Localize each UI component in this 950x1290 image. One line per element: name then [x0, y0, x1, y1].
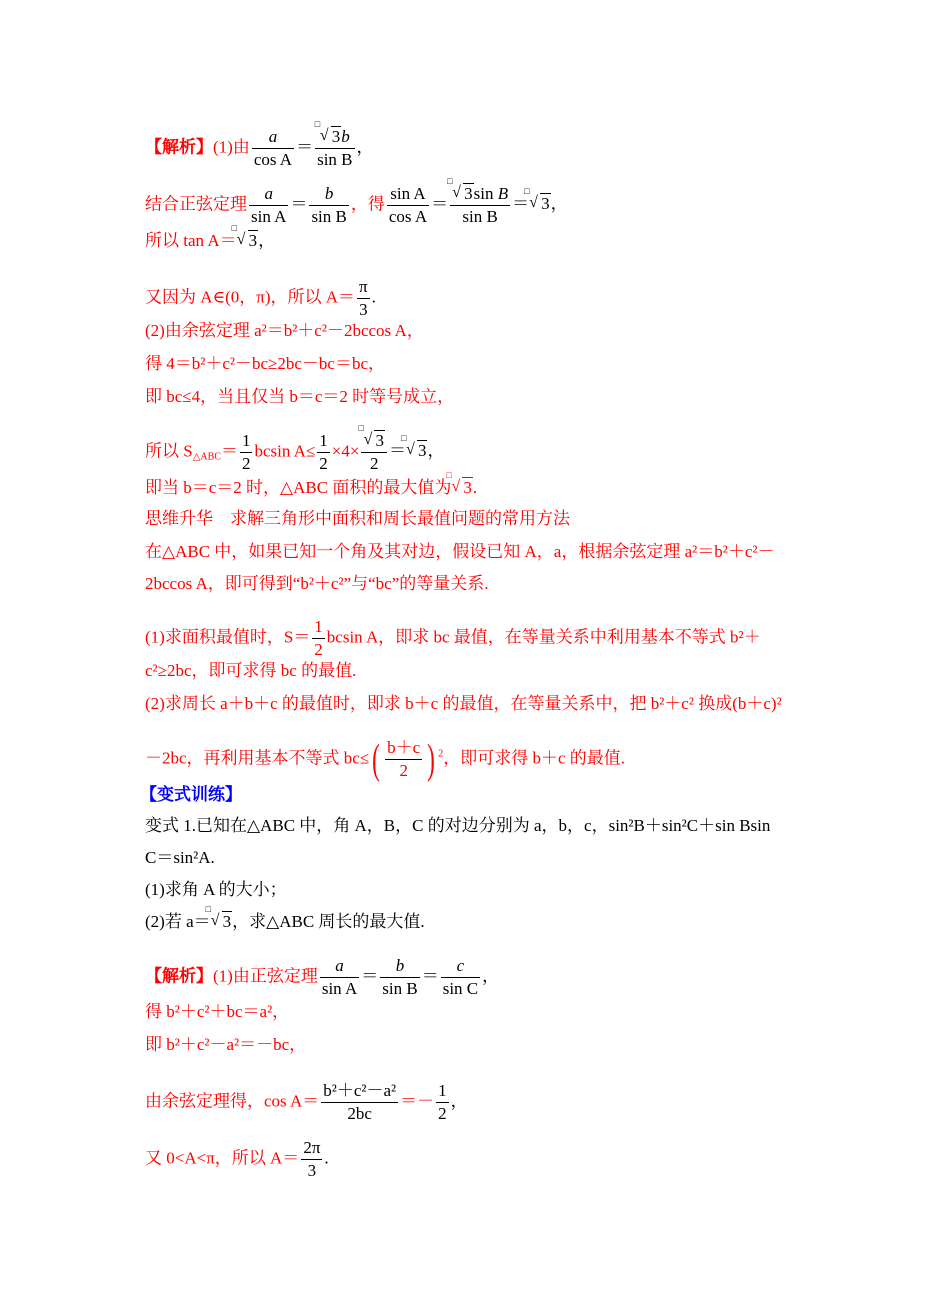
question-part-2: (2)若 a＝ □ √ 3，求△ABC 周长的最大值. [145, 904, 425, 931]
summary-p3b: －2bc，再利用基本不等式 bc≤( $\frac{b+c}{2}$ ) $^2$，即可求得 b＋c 的最值. [145, 736, 626, 783]
question-part-1: (1)求角 A 的大小； [145, 880, 287, 899]
text: 结合正弦定理 [145, 194, 247, 214]
fraction: $\frac{a}{\text{cos A}}$ [253, 127, 293, 169]
text: －2bc，再利用基本不等式 bc≤ [145, 748, 370, 768]
summary-p2b: c²≥2bc，即可求得 bc 的最值. [145, 661, 357, 680]
fraction: $\frac{b}{\text{sin B}}$ [382, 956, 418, 998]
fraction: □ √ 3b sin B [314, 119, 353, 169]
solution-line-3: 所以 tan A＝ □ √ 3， [145, 223, 276, 250]
text: ，得 [350, 194, 385, 214]
fraction: $\frac{b}{\text{sin B}}$ [311, 184, 347, 226]
text: 即当 b＝c＝2 时，△ABC 面积的最大值为 [145, 478, 452, 497]
summary-p1b: 2bccos A，即可得到“b²＋c²”与“bc”的等量关系. [145, 574, 489, 593]
solution-tag: 【解析】 [145, 137, 213, 157]
fraction: $\frac{1}{2}$ [314, 617, 323, 659]
text: 由余弦定理得，cos A＝ [145, 1091, 320, 1111]
exercise-heading: 【变式训练】 [140, 785, 242, 804]
solution-line-6: 得 4＝b²＋c²－bc≥2bc－bc＝bc， [145, 354, 386, 373]
text: ，求△ABC 周长的最大值. [232, 912, 425, 931]
solution2-line-5: 又 0<A<π，所以 A＝ $\frac{2\pi}{3}$ . [145, 1138, 329, 1180]
question-line-1: 变式 1.已知在△ABC 中，角 A，B，C 的对边分别为 a，b，c，sin²B＋sin²C＋sin Bsin [145, 816, 771, 835]
fraction: $\frac{b+c}{2}$ [387, 738, 421, 780]
solution2-line-1: 【解析】(1)由正弦定理 $\frac{a}{\text{sin A}}$ ＝ $\frac{b}{\text{sin B}}$ ＝ $\frac{c}{\text{sin C}}$ ， [145, 956, 500, 998]
fraction: □ √ 3 2 [361, 430, 387, 475]
summary-heading: 思维升华 求解三角形中面积和周长最值问题的常用方法 [145, 509, 570, 528]
text: 又 0<A<π，所以 A＝ [145, 1148, 300, 1168]
fraction: $\frac{\text{sin A}}{\text{cos A}}$ [388, 184, 428, 226]
text: ，即可求得 b＋c 的最值. [443, 748, 626, 768]
fraction: $\frac{a}{\text{sin A}}$ [251, 184, 287, 226]
text: 所以 tan A＝ [145, 231, 237, 250]
text: (1)由正弦定理 [213, 966, 318, 986]
summary-p2a [145, 616, 761, 661]
fraction: $\frac{c}{\text{sin C}}$ [442, 956, 479, 998]
solution-line-8: 所以 $S_{\triangle ABC}=$ $\frac{1}{2}$ bcsin A≤ $\frac{1}{2}$ ×4× □ √ 3 2 ＝ □ √ 3， [145, 423, 445, 473]
text: bcsin A≤ [254, 441, 316, 461]
fraction: $\frac{1}{2}$ [241, 431, 251, 473]
summary-p1a: 在△ABC 中，如果已知一个角及其对边，假设已知 A，a，根据余弦定理 a²＝b²＋c²－ [145, 542, 775, 561]
text: (2)若 a＝ [145, 912, 211, 931]
fraction: □ √ 3sin B sin B [447, 176, 509, 226]
fraction: $\frac{a}{\text{sin A}}$ [321, 956, 358, 998]
solution-line-7: 即 bc≤4，当且仅当 b＝c＝2 时等号成立， [145, 387, 455, 406]
solution-line-9: 即当 b＝c＝2 时，△ABC 面积的最大值为 □ √ 3. [145, 470, 478, 497]
text: 所以 S [145, 441, 193, 461]
text: bcsin A，即求 bc 最值，在等量关系中利用基本不等式 b²＋ [326, 627, 761, 647]
text: (1)求面积最值时，S＝ [145, 627, 311, 647]
fraction: $\frac{\pi}{3}$ [359, 277, 368, 319]
text: (1)由 [213, 137, 250, 157]
solution-line-2: 结合正弦定理 $\frac{a}{\text{sin A}}$ ＝ $\frac{b}{\text{sin B}}$ ，得 $\frac{\text{sin A}}{\text{cos A}}$ ＝ □ √ 3sin B sin B ＝ □ √ 3， [145, 176, 568, 226]
solution-tag: 【解析】 [145, 966, 213, 986]
solution2-line-3: 即 b²＋c²－a²＝－bc， [145, 1035, 307, 1054]
solution-line-4: 又因为 A∈(0，π)，所以 A＝ $\frac{\pi}{3}$ . [145, 277, 376, 319]
subscript: △ABC [192, 451, 221, 463]
fraction: $\frac{1}{2}$ [319, 431, 328, 473]
question-line-2: C＝sin²A. [145, 848, 215, 867]
fraction: $\frac{\text{b²＋c²－a²}}{2bc}$ [323, 1081, 397, 1123]
summary-p3a: (2)求周长 a＋b＋c 的最值时，即求 b＋c 的最值，在等量关系中，把 b²＋c² 换成(b＋c)² [145, 694, 782, 713]
solution-line-5: (2)由余弦定理 a²＝b²＋c²－2bccos A， [145, 321, 424, 340]
solution2-line-4: 由余弦定理得，cos A＝ $\frac{\text{b²＋c²－a²}}{2bc}$ ＝－ $\frac{1}{2}$ ， [145, 1081, 468, 1123]
solution2-line-2: 得 b²＋c²＋bc＝a²， [145, 1002, 290, 1021]
text: ×4× [331, 441, 360, 461]
solution-line-1: 【解析】(1)由 $\frac{a}{\text{cos A}}$ ＝ □ √ 3b sin B ， [145, 119, 374, 169]
fraction: $\frac{2\pi}{3}$ [303, 1138, 321, 1180]
fraction: $\frac{1}{2}$ [438, 1081, 447, 1123]
text: 又因为 A∈(0，π)，所以 A＝ [145, 287, 356, 307]
